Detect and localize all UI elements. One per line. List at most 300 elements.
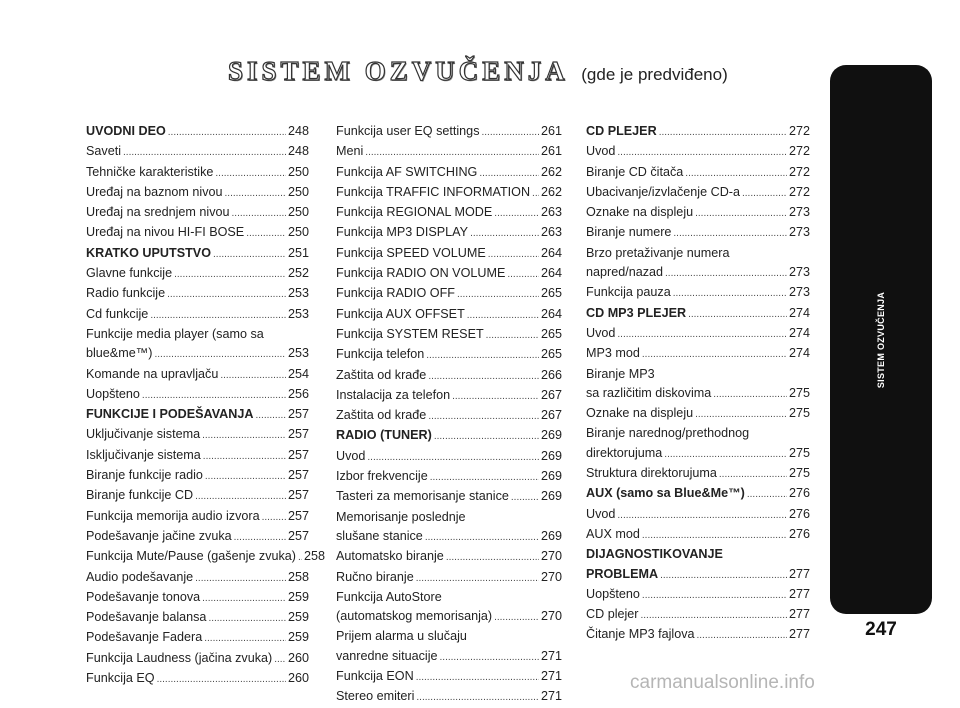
toc-leader-dots [416,667,539,687]
toc-entry-page: 275 [788,466,810,481]
toc-leader-dots [532,183,539,203]
toc-entry-continued-label: Biranje MP3 [586,366,655,381]
toc-entry-label: AUX (samo sa Blue&Me™) [586,486,745,501]
toc-leader-dots [457,284,539,304]
toc-entry-label: Funkcija MP3 DISPLAY [336,225,469,240]
toc-entry[interactable] [336,305,562,325]
toc-entry-page: 269 [540,448,562,463]
toc-entry-label: (automatskog memorisanja) [336,609,493,624]
toc-entry-label: Tehničke karakteristike [86,164,214,179]
toc-entry-label: Tasteri za memorisanje stanice [336,489,509,504]
toc-entry-label: Funkcija SPEED VOLUME [336,245,486,260]
toc-entry-label: Zaštita od krađe [336,367,427,382]
toc-entry[interactable] [336,647,562,667]
toc-entry-label: Funkcija pauza [586,285,671,300]
toc-leader-dots [664,444,787,464]
toc-entry-page: 264 [540,245,562,260]
toc-leader-dots [195,486,286,506]
toc-leader-dots [215,163,286,183]
toc-leader-dots [298,547,302,567]
toc-entry[interactable] [336,487,562,507]
toc-entry-label: Izbor frekvencije [336,469,428,484]
toc-entry-page: 275 [788,385,810,400]
toc-entry-continued-label: Memorisanje poslednje [336,509,466,524]
toc-entry[interactable] [86,365,309,385]
toc-entry[interactable] [336,447,562,467]
toc-leader-dots [697,625,787,645]
toc-entry[interactable] [86,163,309,183]
toc-leader-dots [365,142,539,162]
toc-entry[interactable] [86,466,309,486]
toc-leader-dots [167,284,286,304]
toc-entry-label: Ubacivanje/izvlačenje CD-a [586,184,740,199]
toc-entry[interactable] [86,142,309,162]
toc-entry[interactable] [586,404,810,424]
toc-entry[interactable] [336,607,562,627]
toc-entry-page: 277 [788,586,810,601]
toc-entry[interactable] [86,122,309,142]
toc-entry-label: UVODNI DEO [86,124,166,138]
toc-entry-label: Uređaj na nivou HI-FI BOSE [86,225,245,240]
toc-entry-page: 267 [540,408,562,423]
toc-entry-page: 277 [788,566,810,581]
toc-entry[interactable] [336,284,562,304]
toc-leader-dots [168,122,286,142]
toc-entry[interactable] [586,505,810,525]
toc-leader-dots [274,649,286,669]
section-header [228,56,728,87]
toc-entry[interactable] [86,446,309,466]
toc-leader-dots [195,568,286,588]
toc-leader-dots [665,263,787,283]
toc-entry-continued-label: Funkcije media player (samo sa [86,326,264,341]
toc-leader-dots [208,608,286,628]
toc-entry-page: 274 [788,346,810,361]
toc-leader-dots [642,344,787,364]
toc-entry-label: Komande na upravljaču [86,366,219,381]
toc-entry-label: Funkcija SYSTEM RESET [336,326,484,341]
chapter-tab [830,65,932,614]
toc-entry-page: 267 [540,387,562,402]
toc-entry[interactable] [86,649,309,669]
chapter-tab-label: SISTEM OZVUČENJA [876,291,886,388]
toc-entry-label: FUNKCIJE I PODEŠAVANJA [86,407,254,422]
section-title: SISTEM OZVUČENJA [228,56,569,86]
toc-entry[interactable] [86,486,309,506]
toc-entry[interactable] [86,507,309,527]
toc-leader-dots [494,607,539,627]
toc-entry-page: 261 [540,124,562,138]
toc-entry-page: 253 [287,306,309,321]
toc-entry-page: 265 [540,326,562,341]
toc-entry-page: 269 [540,528,562,543]
toc-leader-dots [446,547,539,567]
toc-leader-dots [482,122,539,142]
toc-leader-dots [660,565,787,585]
toc-entry[interactable] [586,324,810,344]
toc-entry[interactable] [336,366,562,386]
toc-entry-page: 258 [304,549,326,564]
toc-entry[interactable] [586,283,810,303]
toc-leader-dots [440,647,539,667]
toc-leader-dots [150,305,286,325]
toc-entry-page: 252 [287,266,309,281]
toc-entry[interactable] [336,687,562,707]
toc-entry-label: Uopšteno [586,586,640,601]
toc-entry-page: 257 [287,508,309,523]
toc-entry[interactable] [86,425,309,445]
toc-entry-label: Biranje funkcije CD [86,488,194,503]
toc-entry[interactable] [86,284,309,304]
toc-leader-dots [234,527,286,547]
toc-leader-dots [434,426,539,446]
toc-entry[interactable] [586,203,810,223]
toc-entry-label: Cd funkcije [86,306,149,321]
toc-entry-label: Funkcija EQ [86,671,155,686]
toc-entry-label: Podešavanje tonova [86,589,201,604]
toc-entry-label: Automatsko biranje [336,549,444,564]
toc-entry-page: 274 [788,325,810,340]
toc-entry-page: 259 [287,610,309,625]
toc-entry[interactable] [586,142,810,162]
toc-entry[interactable] [86,264,309,284]
toc-entry-label: direktorujuma [586,445,663,460]
toc-entry[interactable] [586,605,810,625]
toc-leader-dots [467,305,539,325]
toc-entry-page: 261 [540,144,562,159]
toc-entry-page: 257 [287,427,309,442]
toc-entry-label: Audio podešavanje [86,569,194,584]
toc-column-2 [336,122,562,708]
toc-entry-label: Čitanje MP3 fajlova [586,627,695,642]
toc-entry[interactable] [86,547,326,567]
toc-entry[interactable] [586,464,810,484]
toc-entry-page: 254 [287,366,309,381]
toc-entry[interactable] [86,588,309,608]
toc-entry[interactable] [336,547,562,567]
toc-leader-dots [713,384,787,404]
toc-entry[interactable] [586,525,810,545]
toc-entry[interactable] [86,405,309,425]
toc-entry[interactable] [86,344,309,364]
toc-entry[interactable] [336,122,562,142]
toc-entry-page: 277 [788,607,810,622]
toc-entry-page: 250 [287,184,309,199]
toc-entry[interactable] [586,223,810,243]
toc-entry-label: Uvod [336,448,366,463]
toc-entry[interactable] [586,384,810,404]
toc-entry-continued-label: Funkcija AutoStore [336,589,442,604]
toc-entry-label: Biranje CD čitača [586,164,684,179]
toc-entry[interactable] [336,223,562,243]
toc-entry-page: 260 [287,650,309,665]
toc-entry[interactable] [336,264,562,284]
toc-entry-page: 250 [287,205,309,220]
toc-leader-dots [673,223,787,243]
toc-entry[interactable] [336,386,562,406]
toc-leader-dots [719,464,787,484]
toc-entry-label: vanredne situacije [336,648,438,663]
toc-entry-page: 250 [287,225,309,240]
toc-entry-label: CD MP3 PLEJER [586,305,687,320]
toc-entry[interactable] [86,628,309,648]
toc-entry-label: Biranje funkcije radio [86,468,203,483]
toc-leader-dots [642,585,787,605]
toc-entry-label: blue&me™) [86,346,153,361]
toc-entry[interactable] [86,223,309,243]
toc-leader-dots [416,568,539,588]
toc-entry-label: Uređaj na baznom nivou [86,184,223,199]
toc-leader-dots [142,385,286,405]
toc-entry-page: 257 [287,528,309,543]
toc-entry-page: 253 [287,346,309,361]
toc-entry[interactable] [336,163,562,183]
toc-leader-dots [695,404,787,424]
toc-leader-dots [123,142,286,162]
toc-entry[interactable] [586,163,810,183]
toc-leader-dots [246,223,286,243]
toc-entry-page: 262 [540,184,562,199]
toc-entry-page: 271 [540,689,562,704]
toc-leader-dots [225,183,286,203]
toc-entry-label: Uvod [586,506,616,521]
toc-entry[interactable] [586,444,810,464]
toc-entry-page: 263 [540,205,562,220]
toc-entry-label: Uključivanje sistema [86,427,201,442]
toc-leader-dots [203,446,286,466]
toc-leader-dots [641,605,787,625]
toc-entry-label: Funkcija RADIO ON VOLUME [336,266,506,281]
toc-entry-page: 273 [788,265,810,280]
toc-entry-page: 276 [788,526,810,541]
toc-entry[interactable] [336,325,562,345]
toc-entry[interactable] [336,244,562,264]
toc-entry-label: Uopšteno [86,386,140,401]
toc-entry[interactable] [336,568,562,588]
toc-entry-page: 269 [540,428,562,443]
toc-entry-label: slušane stanice [336,528,423,543]
toc-leader-dots [742,183,787,203]
page-number: 247 [865,619,897,640]
toc-entry[interactable] [86,385,309,405]
toc-leader-dots [367,447,539,467]
toc-entry-label: Funkcija AUX OFFSET [336,306,465,321]
toc-entry[interactable] [86,527,309,547]
toc-entry-label: Glavne funkcije [86,266,173,281]
toc-entry-page: 264 [540,306,562,321]
toc-entry-label: Oznake na displeju [586,406,694,421]
toc-entry-label: Biranje numere [586,225,672,240]
toc-entry-page: 276 [788,506,810,521]
toc-entry-page: 256 [287,386,309,401]
toc-entry[interactable] [336,406,562,426]
toc-entry-page: 277 [788,627,810,642]
toc-entry-continued-label: Biranje narednog/prethodnog [586,426,750,441]
toc-entry-page: 274 [788,305,810,320]
toc-entry[interactable] [586,122,810,142]
toc-leader-dots [425,527,539,547]
toc-entry[interactable] [586,304,810,324]
toc-entry-label: sa različitim diskovima [586,385,712,400]
toc-leader-dots [452,386,539,406]
toc-entry-label: CD PLEJER [586,124,657,138]
toc-entry-page: 260 [287,671,309,686]
toc-leader-dots [511,487,539,507]
toc-leader-dots [494,203,539,223]
toc-entry[interactable] [336,467,562,487]
toc-leader-dots [426,345,539,365]
toc-entry-page: 263 [540,225,562,240]
toc-leader-dots [204,628,286,648]
toc-leader-dots [486,325,539,345]
toc-entry-label: Funkcija RADIO OFF [336,286,455,301]
toc-entry-label: Zaštita od krađe [336,408,427,423]
toc-entry[interactable] [336,345,562,365]
toc-entry[interactable] [336,203,562,223]
toc-entry-page: 248 [287,144,309,159]
toc-entry-label: Oznake na displeju [586,205,694,220]
toc-leader-dots [205,466,286,486]
toc-entry-label: Meni [336,144,364,159]
toc-entry-label: napred/nazad [586,265,664,280]
toc-entry-page: 272 [788,144,810,159]
toc-entry-label: Isključivanje sistema [86,447,201,462]
toc-entry[interactable] [86,608,309,628]
toc-leader-dots [747,484,787,504]
toc-entry-label: Uvod [586,325,616,340]
toc-entry-page: 257 [287,407,309,422]
toc-entry-label: Stereo emiteri [336,689,415,704]
toc-entry-page: 259 [287,630,309,645]
toc-entry-page: 250 [287,164,309,179]
toc-leader-dots [673,283,787,303]
toc-leader-dots [213,244,286,264]
toc-entry-page: 275 [788,445,810,460]
toc-entry[interactable] [586,183,810,203]
toc-leader-dots [232,203,286,223]
toc-entry-page: 262 [540,164,562,179]
toc-entry-label: Funkcija EON [336,669,414,684]
toc-entry[interactable] [86,244,309,264]
toc-entry-label: Struktura direktorujuma [586,466,717,481]
toc-entry[interactable] [336,667,562,687]
toc-entry[interactable] [86,183,309,203]
toc-entry-label: Funkcija REGIONAL MODE [336,205,493,220]
toc-entry-page: 270 [540,549,562,564]
toc-entry-label: Radio funkcije [86,286,166,301]
toc-entry-page: 272 [788,164,810,179]
toc-entry-label: Ručno biranje [336,569,414,584]
toc-entry-label: Funkcija user EQ settings [336,124,480,138]
toc-entry-label: Podešavanje Fadera [86,630,203,645]
toc-entry[interactable] [586,625,810,645]
toc-entry-page: 270 [540,609,562,624]
toc-entry-page: 273 [788,205,810,220]
toc-entry-continued-label: Prijem alarma u slučaju [336,629,467,644]
toc-entry-label: Funkcija Laudness (jačina zvuka) [86,650,273,665]
toc-entry-label: Funkcija TRAFFIC INFORMATION [336,184,531,199]
toc-entry-page: 275 [788,406,810,421]
toc-leader-dots [262,507,286,527]
toc-entry[interactable] [586,484,810,504]
toc-entry-page: 248 [287,124,309,138]
toc-leader-dots [617,324,787,344]
toc-entry-page: 266 [540,367,562,382]
toc-leader-dots [659,122,787,142]
toc-entry-continued-label: DIJAGNOSTIKOVANJE [586,547,723,562]
toc-entry-page: 273 [788,225,810,240]
toc-entry-page: 272 [788,124,810,138]
toc-entry-label: AUX mod [586,526,640,541]
toc-entry-label: Funkcija Mute/Pause (gašenje zvuka) [86,549,296,564]
toc-entry-page: 265 [540,286,562,301]
toc-leader-dots [416,687,539,707]
toc-entry-page: 271 [540,648,562,663]
toc-leader-dots [642,525,787,545]
toc-entry-label: Funkcija memorija audio izvora [86,508,260,523]
toc-entry-label: Podešavanje balansa [86,610,207,625]
toc-leader-dots [488,244,539,264]
toc-leader-dots [155,344,286,364]
toc-leader-dots [617,142,787,162]
toc-leader-dots [688,304,787,324]
toc-leader-dots [617,505,787,525]
toc-entry[interactable] [586,585,810,605]
toc-entry-label: CD plejer [586,607,639,622]
toc-entry-page: 265 [540,347,562,362]
toc-entry-continued-label: Brzo pretaživanje numera [586,245,730,260]
toc-leader-dots [470,223,539,243]
toc-entry-page: 273 [788,285,810,300]
toc-leader-dots [428,406,539,426]
toc-entry[interactable] [586,263,810,283]
toc-leader-dots [695,203,787,223]
toc-leader-dots [479,163,539,183]
toc-entry[interactable] [86,305,309,325]
toc-entry-page: 264 [540,266,562,281]
toc-entry-label: Instalacija za telefon [336,387,451,402]
toc-entry-page: 257 [287,468,309,483]
toc-leader-dots [507,264,539,284]
toc-leader-dots [157,669,286,689]
toc-entry-page: 253 [287,286,309,301]
toc-entry[interactable] [86,669,309,689]
toc-entry[interactable] [336,142,562,162]
toc-entry[interactable] [336,426,562,446]
toc-entry-label: RADIO (TUNER) [336,428,432,443]
toc-column-3 [586,122,810,646]
toc-entry[interactable] [336,527,562,547]
toc-entry[interactable] [86,203,309,223]
toc-entry[interactable] [586,565,810,585]
toc-entry-label: Funkcija telefon [336,347,425,362]
toc-entry-page: 272 [788,184,810,199]
toc-column-1 [86,122,326,689]
toc-leader-dots [685,163,787,183]
toc-entry-label: KRATKO UPUTSTVO [86,245,212,260]
toc-entry[interactable] [586,344,810,364]
toc-entry-page: 271 [540,669,562,684]
section-subtitle: (gde je predviđeno) [581,65,728,84]
toc-entry[interactable] [336,183,562,203]
toc-entry-page: 276 [788,486,810,501]
toc-entry-label: Uvod [586,144,616,159]
toc-entry-page: 269 [540,469,562,484]
toc-entry[interactable] [86,568,309,588]
toc-entry-page: 259 [287,589,309,604]
toc-entry-page: 257 [287,488,309,503]
toc-entry-label: Saveti [86,144,122,159]
